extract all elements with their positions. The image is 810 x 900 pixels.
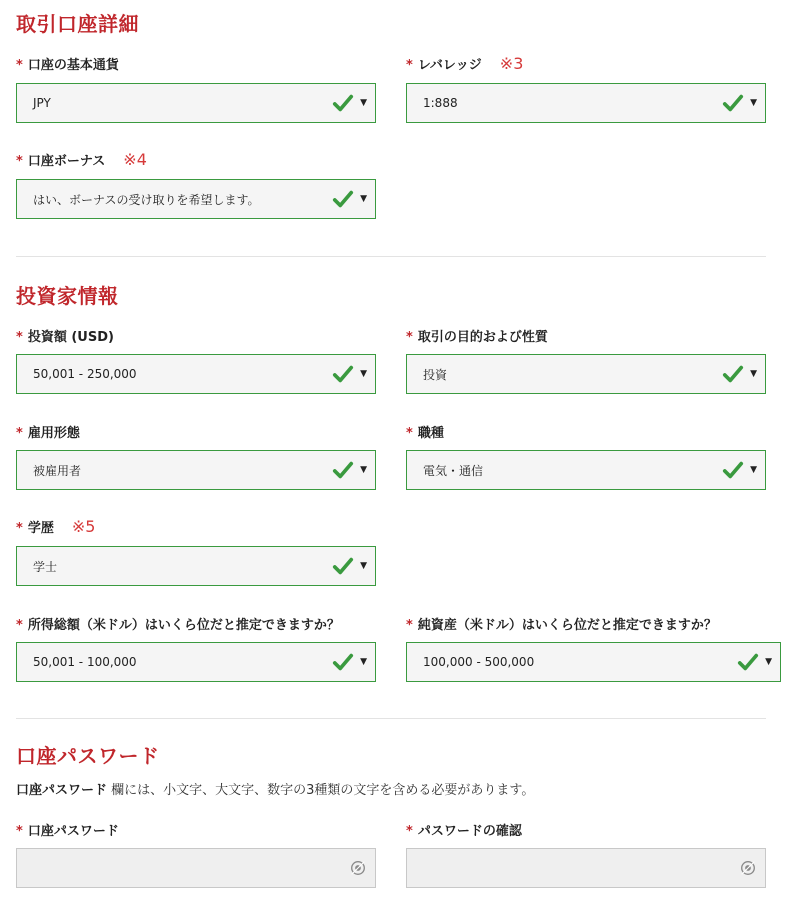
password-input[interactable]	[16, 848, 376, 888]
bonus-note: ※4	[123, 150, 147, 169]
caret-down-icon: ▼	[765, 657, 772, 667]
required-mark: *	[16, 426, 23, 441]
employment-value: 被雇用者	[33, 463, 82, 478]
income-value: 50,001 - 100,000	[33, 655, 137, 669]
base-currency-label: * 口座の基本通貨	[16, 58, 119, 73]
section-divider	[16, 718, 766, 719]
check-icon	[332, 459, 354, 481]
section-title-investor: 投資家情報	[16, 284, 119, 308]
employment-select[interactable]	[16, 450, 376, 490]
confirm-password-label: * パスワードの確認	[406, 824, 522, 839]
bonus-value: はい、ボーナスの受け取りを希望します。	[33, 192, 260, 207]
occupation-value: 電気・通信	[423, 463, 484, 478]
required-mark: *	[16, 521, 23, 536]
eye-icon[interactable]	[349, 859, 367, 877]
occupation-label: * 職種	[406, 426, 444, 441]
caret-down-icon: ▼	[750, 98, 757, 108]
net-worth-select[interactable]	[406, 642, 781, 682]
required-mark: *	[406, 426, 413, 441]
caret-down-icon: ▼	[360, 657, 367, 667]
base-currency-select[interactable]	[16, 83, 376, 123]
required-mark: *	[16, 618, 23, 633]
required-mark: *	[16, 58, 23, 73]
occupation-select[interactable]	[406, 450, 766, 490]
caret-down-icon: ▼	[750, 369, 757, 379]
section-divider	[16, 256, 766, 257]
check-icon	[722, 92, 744, 114]
required-mark: *	[406, 618, 413, 633]
required-mark: *	[406, 330, 413, 345]
check-icon	[332, 92, 354, 114]
check-icon	[722, 363, 744, 385]
investment-amount-value: 50,001 - 250,000	[33, 367, 137, 381]
trade-purpose-label: * 取引の目的および性質	[406, 330, 548, 345]
income-select[interactable]	[16, 642, 376, 682]
section-title-account: 取引口座詳細	[16, 12, 139, 36]
check-icon	[737, 651, 759, 673]
section-title-password: 口座パスワード	[16, 744, 160, 768]
education-label: * 学歴 ※5	[16, 517, 96, 536]
required-mark: *	[16, 154, 23, 169]
check-icon	[722, 459, 744, 481]
caret-down-icon: ▼	[360, 561, 367, 571]
education-note: ※5	[71, 517, 96, 536]
required-mark: *	[406, 58, 413, 73]
leverage-select[interactable]	[406, 83, 766, 123]
leverage-value: 1:888	[423, 96, 458, 110]
leverage-note: ※3	[499, 54, 524, 73]
required-mark: *	[16, 824, 23, 839]
password-label: * 口座パスワード	[16, 824, 119, 839]
bonus-label: * 口座ボーナス ※4	[16, 150, 147, 169]
caret-down-icon: ▼	[750, 465, 757, 475]
net-worth-value: 100,000 - 500,000	[423, 655, 535, 669]
check-icon	[332, 555, 354, 577]
required-mark: *	[16, 330, 23, 345]
bonus-select[interactable]	[16, 179, 376, 219]
investment-amount-label: * 投資額 (USD)	[16, 330, 114, 345]
trade-purpose-select[interactable]	[406, 354, 766, 394]
leverage-label: * レバレッジ ※3	[406, 54, 524, 73]
confirm-password-input[interactable]	[406, 848, 766, 888]
investment-amount-select[interactable]	[16, 354, 376, 394]
check-icon	[332, 188, 354, 210]
caret-down-icon: ▼	[360, 98, 367, 108]
eye-icon[interactable]	[739, 859, 757, 877]
check-icon	[332, 651, 354, 673]
education-value: 学士	[33, 559, 58, 574]
caret-down-icon: ▼	[360, 369, 367, 379]
password-description: 口座パスワード 欄には、小文字、大文字、数字の3種類の文字を含める必要があります。	[16, 783, 535, 798]
income-label: * 所得総額（米ドル）はいくら位だと推定できますか？	[16, 618, 340, 633]
trade-purpose-value: 投資	[423, 367, 448, 382]
employment-label: * 雇用形態	[16, 426, 80, 441]
base-currency-value: JPY	[33, 96, 51, 110]
required-mark: *	[406, 824, 413, 839]
net-worth-label: * 純資産（米ドル）はいくら位だと推定できますか？	[406, 618, 717, 633]
caret-down-icon: ▼	[360, 194, 367, 204]
education-select[interactable]	[16, 546, 376, 586]
check-icon	[332, 363, 354, 385]
caret-down-icon: ▼	[360, 465, 367, 475]
